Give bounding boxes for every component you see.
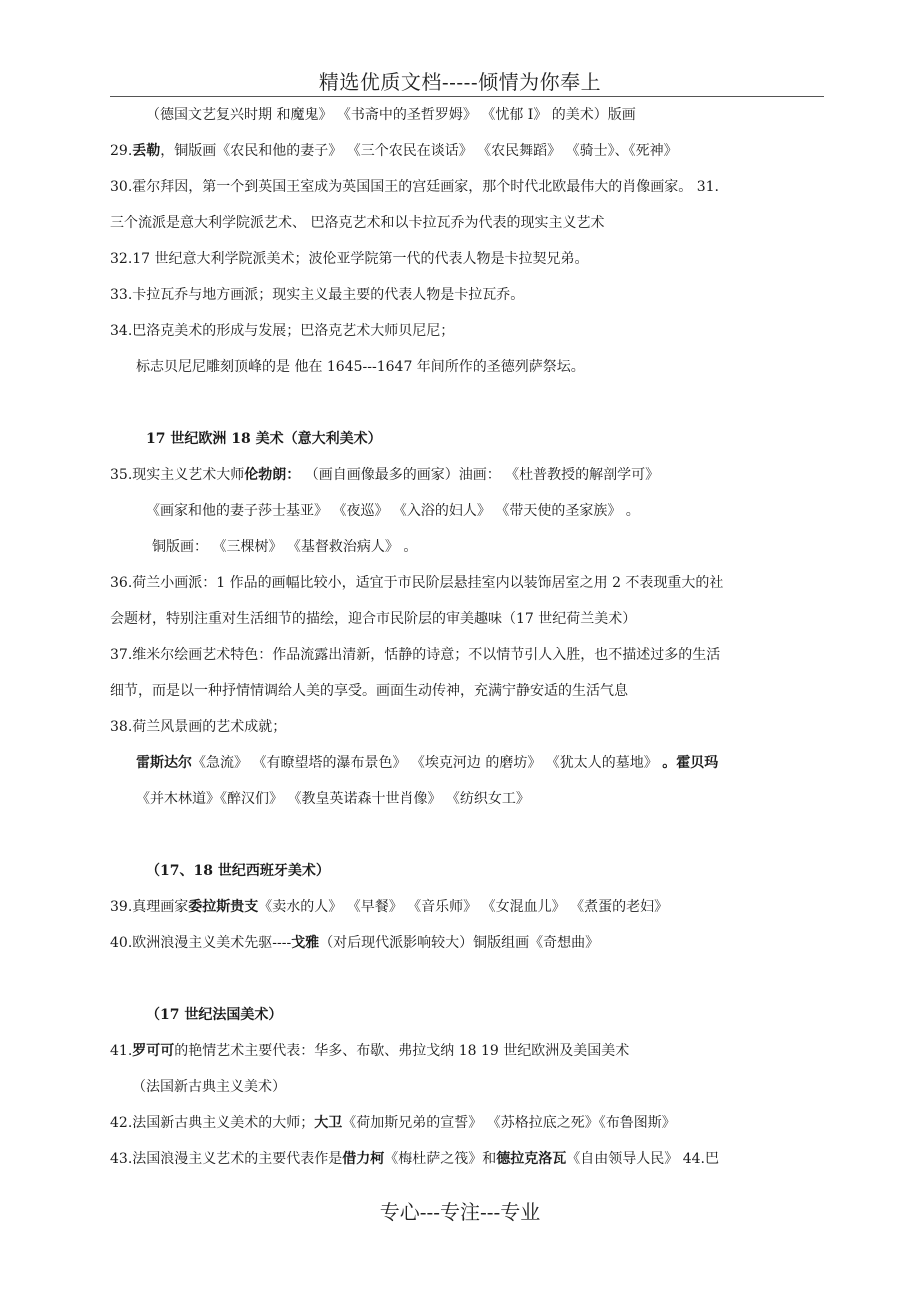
text-segment: 《并木林道》《醉汉们》 《教皇英诺森十世肖像》 《纺织女工》	[136, 791, 530, 807]
bold-text: 委拉斯贵支	[188, 899, 259, 915]
text-segment: 的艳情艺术主要代表：华多、布歇、弗拉戈纳 18 19 世纪欧洲及美国美术	[174, 1043, 630, 1059]
text-segment: 《画家和他的妻子莎士基亚》 《夜巡》 《入浴的妇人》 《带天使的圣家族》 。	[146, 503, 640, 519]
text-line	[110, 178, 719, 196]
text-line	[146, 106, 636, 124]
bold-text: 丢勒	[132, 143, 161, 159]
text-segment: 30.霍尔拜因，第一个到英国王室成为英国国王的宫廷画家，那个时代北欧最伟大的肖像画家。 31.	[110, 179, 719, 195]
text-segment: 会题材，特别注重对生活细节的描绘，迎合市民阶层的审美趣味（17 世纪荷兰美术）	[110, 611, 637, 627]
text-line	[110, 322, 454, 340]
text-segment: 标志贝尼尼雕刻顶峰的是 他在 1645---1647 年间所作的圣德列萨祭坛。	[136, 359, 585, 375]
text-segment: ，铜版画《农民和他的妻子》 《三个农民在谈话》 《农民舞蹈》 《骑士》、《死神》	[160, 143, 678, 159]
text-line	[110, 1150, 719, 1168]
text-segment: （对后现代派影响较大）铜版组画《奇想曲》	[319, 935, 600, 951]
bold-text: 大卫	[314, 1115, 343, 1131]
text-line	[152, 538, 417, 556]
text-segment: 铜版画： 《三棵树》 《基督救治病人》 。	[152, 539, 418, 555]
text-segment: 《急流》 《有瞭望塔的瀑布景色》 《埃克河边 的磨坊》 《犹太人的墓地》	[192, 755, 663, 771]
bold-text: 罗可可	[132, 1043, 175, 1059]
text-segment: 《自由领导人民》 44.巴	[566, 1151, 719, 1167]
text-segment: 32.17 世纪意大利学院派美术；波伦亚学院第一代的代表人物是卡拉契兄弟。	[110, 251, 589, 267]
text-line	[110, 214, 604, 232]
text-segment: 40.欧洲浪漫主义美术先驱----	[110, 935, 292, 951]
bold-text: 德拉克洛瓦	[496, 1151, 567, 1167]
page-header: 精选优质文档-----倾情为你奉上	[318, 70, 602, 94]
text-segment: 《卖水的人》 《早餐》 《音乐师》 《女混血儿》 《煮蛋的老妇》	[258, 899, 669, 915]
text-line	[146, 862, 330, 880]
text-line	[110, 898, 668, 916]
text-line	[136, 790, 530, 808]
text-line	[110, 1042, 629, 1060]
text-segment: （法国新古典主义美术）	[132, 1079, 286, 1095]
text-line	[110, 718, 286, 736]
text-line	[110, 250, 589, 268]
text-segment: 《梅杜萨之筏》和	[384, 1151, 497, 1167]
page-footer: 专心---专注---专业	[379, 1200, 541, 1224]
bold-text: 17 世纪欧洲 18 美术（意大利美术）	[146, 431, 382, 447]
text-segment: （画自画像最多的画家）油画： 《杜普教授的解剖学可》	[300, 467, 660, 483]
text-segment: 35.现实主义艺术大师	[110, 467, 245, 483]
text-segment: 42.法国新古典主义美术的大师；	[110, 1115, 315, 1131]
header-divider	[110, 96, 824, 97]
bold-text: 。霍贝玛	[662, 755, 719, 771]
bold-text: （17 世纪法国美术）	[146, 1007, 283, 1023]
text-segment: 38.荷兰风景画的艺术成就；	[110, 719, 287, 735]
text-line	[136, 358, 585, 376]
text-line	[136, 754, 718, 772]
text-segment: （德国文艺复兴时期 和魔鬼》 《书斋中的圣哲罗姆》 《忧郁 I》 的美术）版画	[146, 107, 636, 123]
text-segment: 33.卡拉瓦乔与地方画派；现实主义最主要的代表人物是卡拉瓦乔。	[110, 287, 525, 303]
bold-text: 戈雅	[291, 935, 320, 951]
text-line	[132, 1078, 286, 1096]
text-line	[110, 574, 723, 592]
bold-text: 借力柯	[342, 1151, 385, 1167]
text-segment: 《荷加斯兄弟的宣誓》 《苏格拉底之死》《布鲁图斯》	[342, 1115, 676, 1131]
text-line	[110, 466, 659, 484]
text-segment: 37.维米尔绘画艺术特色：作品流露出清新，恬静的诗意；不以情节引人入胜，也不描述过多的生活	[110, 647, 721, 663]
bold-text: （17、18 世纪西班牙美术）	[146, 863, 330, 879]
text-segment: 39.真理画家	[110, 899, 189, 915]
text-segment: 43.法国浪漫主义艺术的主要代表作是	[110, 1151, 343, 1167]
text-line	[110, 142, 678, 160]
text-line	[110, 934, 599, 952]
text-line	[110, 646, 720, 664]
text-segment: 41.	[110, 1043, 133, 1059]
text-segment: 34.巴洛克美术的形成与发展；巴洛克艺术大师贝尼尼；	[110, 323, 455, 339]
text-line	[146, 1006, 282, 1024]
text-line	[110, 682, 628, 700]
text-line	[110, 1114, 676, 1132]
text-segment: 细节，而是以一种抒情情调给人美的享受。画面生动传神，充满宁静安适的生活气息	[110, 683, 628, 699]
text-segment: 三个流派是意大利学院派艺术、 巴洛克艺术和以卡拉瓦乔为代表的现实主义艺术	[110, 215, 605, 231]
text-line	[146, 502, 640, 520]
text-line	[110, 286, 524, 304]
text-line	[110, 610, 636, 628]
text-line	[146, 430, 382, 448]
text-segment: 36.荷兰小画派：1 作品的画幅比较小，适宜于市民阶层悬挂室内以装饰居室之用 2 不表现重大的社	[110, 575, 724, 591]
bold-text: 雷斯达尔	[136, 755, 192, 771]
bold-text: 伦勃朗：	[244, 467, 301, 483]
text-segment: 29.	[110, 143, 133, 159]
